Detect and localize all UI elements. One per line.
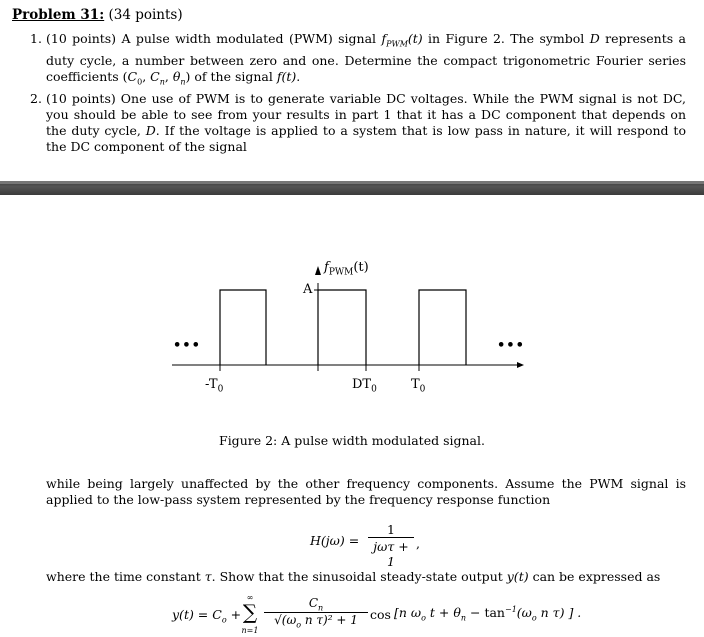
q1-text-c: represents a duty cycle, a number between zero and one. Determine the compact trigonometric Fourier series coefficients ( xyxy=(46,31,687,84)
page-divider xyxy=(0,181,704,195)
question-2-text xyxy=(46,91,686,155)
equation-y-sum-upper: ∞ xyxy=(246,593,254,602)
tick-label-dt xyxy=(352,377,377,395)
equation-y-br-sub2: n xyxy=(460,613,467,623)
y-axis-label xyxy=(324,260,369,278)
question-1 xyxy=(30,31,686,90)
ellipsis-left: ••• xyxy=(173,338,201,353)
continuation-text: while being largely unaffected by the other frequency components. Assume the PWM signal is applied to the low-pass system represented by the frequency response function xyxy=(46,476,686,507)
equation-y-br-e: n τ) ] . xyxy=(536,605,582,621)
equation-y xyxy=(172,593,592,637)
pulse-3 xyxy=(419,290,466,365)
pulse-2 xyxy=(318,290,366,365)
question-2 xyxy=(30,91,686,155)
q1-text-e: , xyxy=(164,68,173,84)
q2-sym-d: D xyxy=(145,123,156,138)
q1-sym-theta: θ xyxy=(172,68,181,84)
equation-h-comma: , xyxy=(416,536,420,551)
q1-text-g: . xyxy=(296,68,301,84)
q1-sym-theta-sub: n xyxy=(180,77,186,86)
equation-h-lhs: H(jω) = xyxy=(310,533,360,548)
q1-sym-d: D xyxy=(589,31,600,46)
q1-sym-sub: PWM xyxy=(386,39,408,49)
y-axis-label-sub: PWM xyxy=(328,267,354,278)
time-axis-arrow xyxy=(517,362,524,368)
tick-label-neg-t xyxy=(205,377,223,395)
equation-y-br-d: (ω xyxy=(516,605,532,621)
equation-y-lhs-main: y(t) = C xyxy=(172,607,222,622)
question-2-number: 2. xyxy=(30,91,42,106)
y-axis-label-f: f xyxy=(324,260,329,275)
q1-text-b: in Figure 2. The symbol xyxy=(422,31,590,46)
equation-y-br-a: [n ω xyxy=(394,605,422,621)
equation-y-den-b: n τ)² + 1 xyxy=(301,613,358,628)
tick-label-dt-main: DT xyxy=(352,377,372,392)
amplitude-label: A xyxy=(303,282,313,297)
equation-y-den-a: √(ω xyxy=(274,613,297,628)
equation-y-lhs-sub: o xyxy=(221,615,227,625)
equation-y-br-sub: o xyxy=(421,613,426,623)
equation-y-br-sub3: o xyxy=(531,613,537,623)
amplitude-axis-arrow xyxy=(315,266,321,275)
equation-h-fraction xyxy=(368,522,414,569)
question-1-text xyxy=(46,31,686,90)
equation-h-denominator: jωτ + 1 xyxy=(368,537,414,569)
tc-text-a: where the time constant xyxy=(46,569,205,584)
q1-sym-cn-sub: n xyxy=(159,77,165,86)
q1-sym-c0-sub: 0 xyxy=(137,77,143,86)
q2-text-b: . If the voltage is applied to a system that is low pass in nature, it will respond to the DC component of the signal xyxy=(46,123,686,154)
equation-y-br-c: − tan xyxy=(466,605,505,621)
equation-y-num-main: C xyxy=(308,596,319,610)
equation-y-plus: + xyxy=(226,607,242,622)
equation-y-sum-lower: n=1 xyxy=(241,626,259,635)
pulse-1 xyxy=(220,290,266,365)
equation-y-num-sub: n xyxy=(318,603,324,613)
tick-label-t-main: T xyxy=(411,377,420,392)
equation-y-denominator xyxy=(264,612,368,629)
pwm-figure xyxy=(0,195,704,430)
figure-caption: Figure 2: A pulse width modulated signal. xyxy=(219,433,485,448)
tick-label-neg-t-sub: 0 xyxy=(217,384,224,395)
q1-sym-t: (t) xyxy=(407,31,423,46)
problem-points: (34 points) xyxy=(108,7,183,23)
q1-text-a: (10 points) A pulse width modulated (PWM) signal xyxy=(46,31,382,46)
equation-y-br-b: t + θ xyxy=(425,605,461,621)
tick-label-neg-t-main: -T xyxy=(205,377,218,392)
equation-y-br-sup: −1 xyxy=(504,605,517,614)
tc-text-b: . Show that the sinusoidal steady-state output xyxy=(211,569,507,584)
question-1-number: 1. xyxy=(30,31,42,46)
time-constant-text xyxy=(46,569,686,585)
q1-text-d: , xyxy=(142,68,151,84)
tc-text-c: can be expressed as xyxy=(528,569,661,584)
ellipsis-right: ••• xyxy=(497,338,525,353)
tick-label-t xyxy=(411,377,425,395)
tc-sym-y: y(t) xyxy=(506,569,529,584)
problem-header xyxy=(12,7,183,23)
equation-y-cos: cos xyxy=(370,607,391,622)
tick-label-t-sub: 0 xyxy=(419,384,426,395)
tc-sym-tau: τ xyxy=(204,569,212,584)
q1-sym-c0: C xyxy=(127,68,138,84)
equation-y-fraction xyxy=(264,596,368,630)
equation-y-den-sub: o xyxy=(296,620,302,630)
equation-h xyxy=(310,522,510,569)
equation-y-lhs xyxy=(172,607,241,625)
q1-text-f: ) of the signal xyxy=(185,68,277,84)
equation-y-bracket xyxy=(394,605,581,623)
q1-sym-ft: f(t) xyxy=(276,68,297,84)
q2-text-a: (10 points) One use of PWM is to generate variable DC voltages. While the PWM signal is not DC, you should be able to see from your results in part 1 that it has a DC component that depends on the duty cycle, xyxy=(46,91,686,138)
equation-h-numerator: 1 xyxy=(387,522,395,537)
equation-y-numerator xyxy=(264,596,368,612)
problem-title: Problem 31: xyxy=(12,7,105,23)
equation-y-sum: ∑ xyxy=(242,600,258,624)
q1-sym-f: f xyxy=(381,31,387,46)
y-axis-label-t: (t) xyxy=(353,260,369,275)
q1-sym-cn: C xyxy=(150,68,160,84)
tick-label-dt-sub: 0 xyxy=(371,384,377,395)
